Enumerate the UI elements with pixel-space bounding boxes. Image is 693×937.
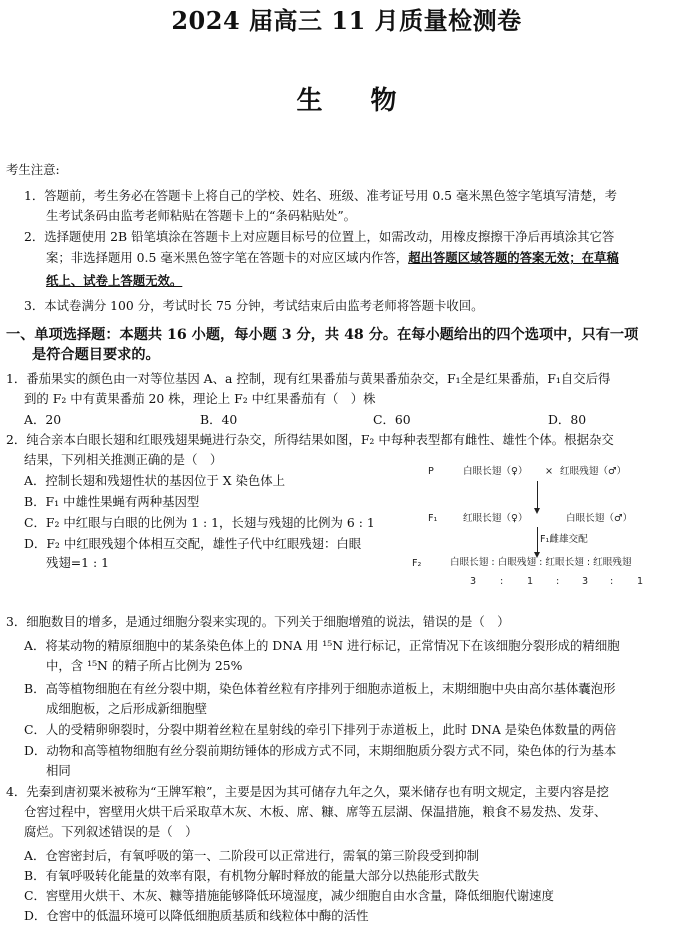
question-3-option-a: A．将某动物的精原细胞中的某条染色体上的 DNA 用 ¹⁵N 进行标记，正常情况下在该细胞分裂形成的精细胞 xyxy=(24,638,620,653)
question-1-stem-cont: 到的 F₂ 中有黄果番茄 20 株，理论上 F₂ 中红果番茄有（ ）株 xyxy=(24,391,376,406)
question-2-stem-cont: 结果，下列相关推测正确的是（ ） xyxy=(24,452,223,467)
question-2-option-a: A．控制长翅和残翅性状的基因位于 X 染色体上 xyxy=(24,473,286,488)
question-4-stem-cont-2: 腐烂。下列叙述错误的是（ ） xyxy=(24,824,198,839)
question-1-option-d: D．80 xyxy=(548,412,587,427)
diagram-f2-ratio-1: 3 xyxy=(470,576,477,587)
notice-item-2-text: 案；非选择题用 0.5 毫米黑色签字笔在答题卡的对应区域内作答， xyxy=(46,250,409,265)
question-2-option-c: C．F₂ 中红眼与白眼的比例为 1 : 1，长翅与残翅的比例为 6 : 1 xyxy=(24,515,375,530)
diagram-f2-ratio-4: 1 xyxy=(637,576,644,587)
question-1-stem: 1．番茄果实的颜色由一对等位基因 A、a 控制，现有红果番茄与黄果番茄杂交，F₁全是红果番茄，F₁自交后得 xyxy=(6,371,611,386)
notice-item-1-line-1: 1．答题前，考生务必在答题卡上将自己的学校、姓名、班级、准考证号用 0.5 毫米黑色签字笔填写清楚，考 xyxy=(24,188,618,203)
question-3-stem: 3．细胞数目的增多，是通过细胞分裂来实现的。下列关于细胞增殖的说法，错误的是（ ） xyxy=(6,614,510,629)
diagram-f2-ratio-2: 1 xyxy=(527,576,534,587)
section-1-heading-cont: 是符合题目要求的。 xyxy=(32,347,160,363)
diagram-f2-types: 白眼长翅 : 白眼残翅 : 红眼长翅 : 红眼残翅 xyxy=(450,557,632,568)
question-4-stem: 4．先秦到唐初粟米被称为“王牌军粮”，主要是因为其可储存九年之久，粟米储存也有明文规定，主要内容是挖 xyxy=(6,784,609,799)
diagram-f2-label: F₂ xyxy=(412,558,422,569)
notice-heading: 考生注意: xyxy=(6,162,60,177)
diagram-f1-label: F₁ xyxy=(428,513,438,524)
question-4-option-a: A．仓窖密封后，有氧呼吸的第一、二阶段可以正常进行，需氧的第三阶段受到抑制 xyxy=(24,848,480,863)
question-3-option-a-cont: 中，含 ¹⁵N 的精子所占比例为 25% xyxy=(46,658,243,673)
diagram-cross-symbol: × xyxy=(545,466,554,477)
diagram-f2-ratio-3: 3 xyxy=(582,576,589,587)
diagram-f1-cross-label: F₁雌雄交配 xyxy=(540,534,588,545)
question-3-option-b-cont: 成细胞板，之后形成新细胞壁 xyxy=(46,701,208,716)
diagram-p-female: 白眼长翅（♀） xyxy=(463,466,528,477)
diagram-arrow-1-line xyxy=(537,481,538,509)
question-4-option-d: D．仓窖中的低温环境可以降低细胞质基质和线粒体中酶的活性 xyxy=(24,908,369,923)
notice-item-2-line-2 xyxy=(46,248,619,268)
notice-item-2-emphasis-cont: 纸上、试卷上答题无效。 xyxy=(46,273,183,288)
diagram-f2-ratio-sep-3: : xyxy=(610,576,614,587)
exam-title: 2024 届高三 11 月质量检测卷 xyxy=(171,6,522,35)
question-4-stem-cont-1: 仓窖过程中，窖壁用火烘干后采取草木灰、木板、席、糠、席等五层湖、保温措施，粮食不易发热、发芽、 xyxy=(24,804,607,819)
diagram-f2-ratio-sep-1: : xyxy=(500,576,504,587)
diagram-p-male: 红眼残翅（♂） xyxy=(560,466,627,477)
question-2-option-b: B．F₁ 中雄性果蝇有两种基因型 xyxy=(24,494,200,509)
question-3-option-d: D．动物和高等植物细胞有丝分裂前期纺锤体的形成方式不同，末期细胞质分裂方式不同，染色体的行为基本 xyxy=(24,743,617,758)
question-2-option-d-cont: 残翅=1 : 1 xyxy=(46,555,109,570)
notice-item-1-line-2: 生考试条码由监考老师粘贴在答题卡上的“条码粘贴处”。 xyxy=(46,208,357,223)
question-1-option-b: B．40 xyxy=(200,412,238,427)
notice-item-2-line-1: 2．选择题使用 2B 铅笔填涂在答题卡上对应题目标号的位置上，如需改动，用橡皮擦擦干净后再填涂其它答 xyxy=(24,229,615,244)
question-4-option-b: B．有氧呼吸转化能量的效率有限，有机物分解时释放的能量大部分以热能形式散失 xyxy=(24,868,480,883)
question-2-option-d: D．F₂ 中红眼残翅个体相互交配，雄性子代中红眼残翅：白眼 xyxy=(24,536,362,551)
question-4-option-c: C．窖壁用火烘干、木灰、糠等措施能够降低环境湿度，减少细胞自由水含量，降低细胞代谢速度 xyxy=(24,888,554,903)
question-1-option-c: C．60 xyxy=(373,412,411,427)
section-1-heading: 一、单项选择题：本题共 16 小题，每小题 3 分，共 48 分。在每小题给出的四个选项中，只有一项 xyxy=(6,327,639,343)
diagram-f2-ratio-sep-2: : xyxy=(556,576,560,587)
question-2-stem: 2．纯合亲本白眼长翅和红眼残翅果蝇进行杂交，所得结果如图，F₂ 中每种表型都有雌性、雄性个体。根据杂交 xyxy=(6,432,614,447)
notice-item-3-line-1: 3．本试卷满分 100 分，考试时长 75 分钟，考试结束后由监考老师将答题卡收回。 xyxy=(24,298,484,313)
question-3-option-d-cont: 相同 xyxy=(46,763,71,778)
subject-title: 生物 xyxy=(296,86,445,116)
diagram-arrow-1-head xyxy=(534,508,540,514)
question-3-option-b: B．高等植物细胞在有丝分裂中期，染色体着丝粒有序排列于细胞赤道板上，末期细胞中央由高尔基体囊泡形 xyxy=(24,681,616,696)
diagram-f1-female: 红眼长翅（♀） xyxy=(463,513,528,524)
diagram-arrow-2-line xyxy=(537,527,538,553)
notice-item-2-emphasis: 超出答题区域答题的答案无效；在草稿 xyxy=(408,250,619,265)
question-1-option-a: A．20 xyxy=(24,412,62,427)
diagram-f1-male: 白眼长翅（♂） xyxy=(566,513,633,524)
diagram-p-label: P xyxy=(428,466,434,477)
question-3-option-c: C．人的受精卵卵裂时，分裂中期着丝粒在星射线的牵引下排列于赤道板上，此时 DNA 是染色体数量的两倍 xyxy=(24,722,617,737)
